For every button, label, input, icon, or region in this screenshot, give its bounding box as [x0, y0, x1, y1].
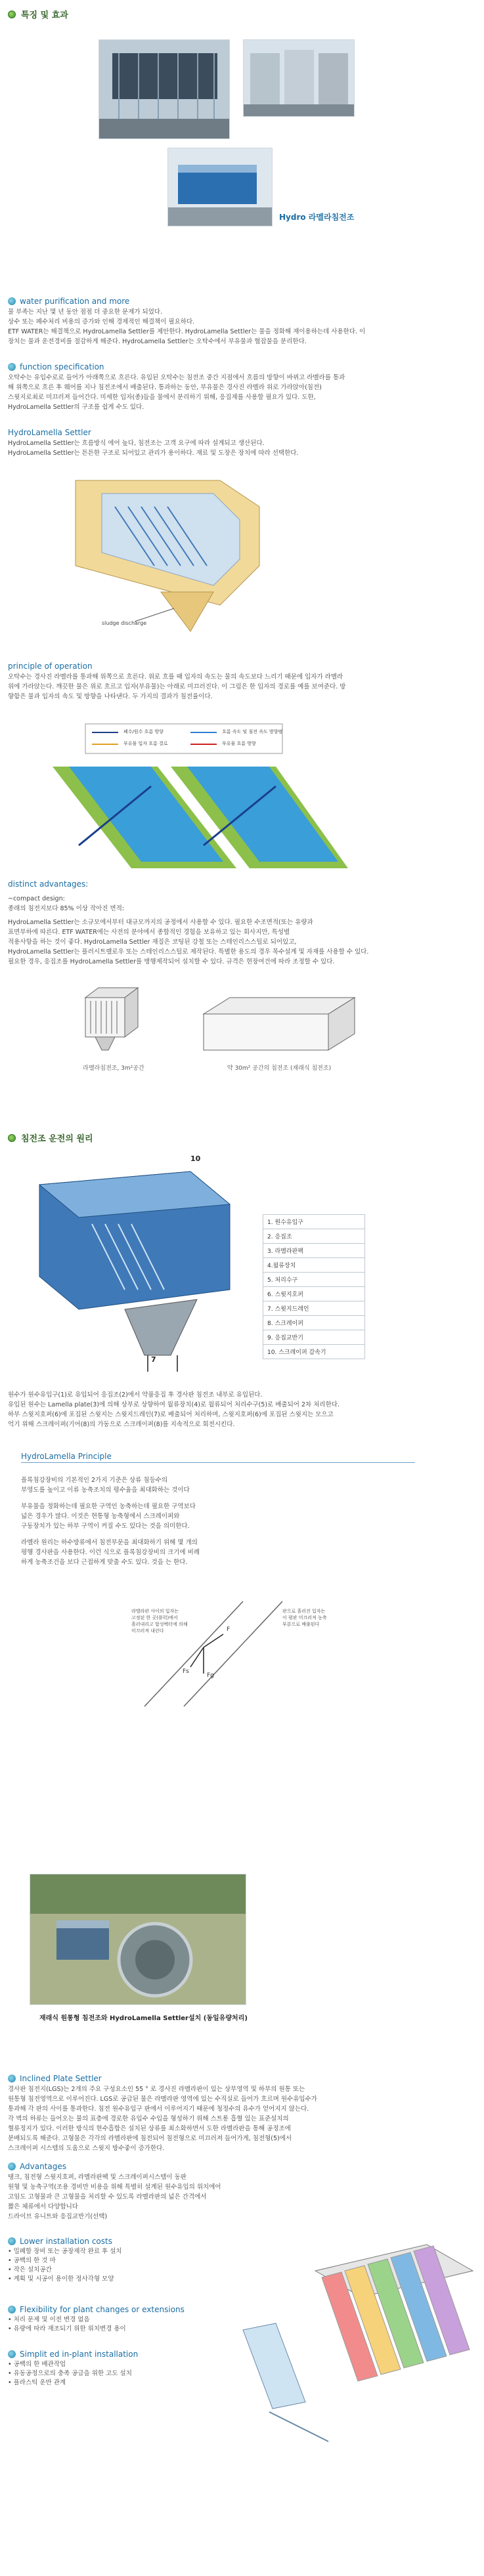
list-item: • 플라스틱 운반 관계 — [8, 2379, 66, 2386]
component-item: 5. 처리수구 — [263, 1273, 365, 1287]
section-header-features — [8, 8, 68, 20]
svg-text:sludge discharge: sludge discharge — [102, 620, 147, 626]
component-item: 7. 스윗지드레인 — [263, 1301, 365, 1316]
function-text: 오탁수는 유입수로로 들어가 아래쪽으로 흐른다. 유입된 오탁수는 침전조 중간 지점에서 흐름의 방향이 바뀌고 라멜라를 통과 해 위쪽으로 흐른 후 웨어를 지나 침전조에서 배출된다. 통과하는 동안, 부유물은 경사진 라멜라 위로 가라앉아(침전) 스윗지로최로 미끄러져 들어간다. 미세한 입자(종)들을 물에서 분리하기 위해, 응집제를 사용할 필요가 있다. 도한, HydroLamella Settler의 구조를 쉽게 수도 있다. — [8, 374, 345, 411]
flow-diagram: 폐수/원수 흐름 방향 부유물 입자 흐름 결로 흐름 속도 및 침전 속도 방향범 부유물 흐름 방향 — [39, 721, 355, 872]
blue-dot-icon — [8, 297, 16, 305]
list-item: • 유량에 따라 재조되기 위한 위치변경 용이 — [8, 2325, 126, 2333]
blue-dot-icon — [8, 2163, 16, 2170]
component-item: 6. 스윗지호퍼 — [263, 1287, 365, 1301]
subheading-function: function specification — [8, 362, 104, 371]
plant-photo-left — [99, 39, 230, 139]
callout-10: 10 — [190, 1154, 201, 1163]
flow-diagram-svg — [39, 721, 355, 872]
list-item: • 처리 문제 및 이전 변경 없음 — [8, 2316, 90, 2323]
water-text: 물 부족는 지난 몇 년 동안 점점 더 중요한 문제가 되었다. 상수 또는 폐수처리 비용의 증가와 인해 경제적인 해결책이 필요하다. ETF WATER는 해결책으로 HydroLamella Settler를 제안한다. HydroLamella Settler는 물을 정화해 재이용하는데 사용한다. 이 장치는 물과 운전경비를 절감하게 해준다. HydroLamella Settler는 오탁수에서 부유물과 협잡물을 분리한다. — [8, 308, 366, 345]
settler-principle-svg — [26, 1158, 243, 1375]
blue-dot-icon — [8, 2306, 16, 2313]
principle2-text: 플록침강장비의 기본적인 2가지 기준은 상류 침등수의 부영도를 높이고 이류 농축조치의 평수율을 최대화하는 것이다 부유물을 정화하는데 필요한 구역인 농축하는데 필요한 구역보다 넓은 경우가 많다. 이것은 현통형 농축형에서 스크레이퍼와 구동장치가 있는 하부 구역이 커질 수도 있다는 것을 의미한다. 라멜라 원리는 하수방류에서 침전부문을 최대화하기 위해 몇 개의 평행 경사판을 사용한다. 이런 식으로 플록침강장비의 크기에 비례 하게 농축조건을 보다 근접하게 맞출 수도 있다. 것을 는 한다. — [21, 1477, 200, 1566]
advantages2-text: 탱크, 침전형 스윗지호퍼, 라멜라판팩 및 스크레이퍼시스템이 동판 원형 및 농축구역(조용 경비만 비용을 위해 특별히 설계된 원수유입의 위치에어 고임도 고형물과 큰 고형물을 처리할 수 있도록 라멜라판의 넓은 간격에서 짧은 체류에서 다양합니다 드라이브 유니트와 응집교반기(선택) — [8, 2174, 221, 2220]
list-item: • 공백의 한 것 마 — [8, 2257, 56, 2264]
plant-structure-illustration — [99, 40, 230, 139]
lower-costs-list — [8, 2247, 205, 2284]
subheading-inclined: Inclined Plate Settler — [8, 2074, 102, 2083]
blue-dot-icon — [8, 2237, 16, 2245]
section-header-principle: 침전조 운전의 원리 — [8, 1131, 93, 1144]
list-item: • 계획 및 시공이 용이한 정사각형 모양 — [8, 2275, 114, 2283]
subheading-simplified: Simplit ed in-plant installation — [8, 2350, 138, 2359]
settler-cutaway-svg — [62, 467, 273, 644]
flexibility-list — [8, 2315, 205, 2334]
component-item: 10. 스크레이퍼 감속기 — [263, 1345, 365, 1359]
component-item: 3. 라멜라판팩 — [263, 1244, 365, 1258]
component-item: 1. 원수유입구 — [263, 1215, 365, 1229]
advantages-title: distinct advantages: — [8, 879, 89, 889]
inclined-plate-settler-diagram — [230, 2231, 479, 2448]
aerial-photo-caption: 재래식 원통형 침전조와 HydroLamella Settler설치 (동일유량처리) — [39, 2015, 248, 2022]
list-item: • 유동공정으로의 충족 공급을 위한 고도 설치 — [8, 2370, 132, 2377]
list-item: • 공백의 한 배관작업 — [8, 2361, 66, 2368]
principle2-title: HydroLamella Principle — [21, 1452, 415, 1463]
operation-text: 오탁수는 경사진 라멜라를 통과해 위쪽으로 흐른다. 위로 흐를 때 입자의 속도는 물의 속도보다 느리기 때문에 입자가 라멜라 위에 가라앉는다. 깨끗한 물은 위로 흐르고 입자(부유물)는 아래로 미끄러진다. 이 그림은 한 입자의 경로를 예를 보여준다. 방 향함은 물과 입자의 속도 및 방향을 나타낸다. 두 가지의 결과가 침전율이다. — [8, 673, 346, 700]
subheading-advantages: Advantages — [8, 2162, 66, 2171]
subheading-lower-costs: Lower installation costs — [8, 2237, 112, 2246]
caption-lamella: 라멜라침전조, 3m²공간 — [83, 1065, 144, 1072]
operation-title: principle of operation — [8, 662, 93, 671]
blue-dot-icon — [8, 2075, 16, 2082]
page-title: 특징 및 효과 — [21, 11, 68, 20]
advantages-text: ~compact design: 종래의 침전지보다 85% 이상 작아진 면적: HydroLamella Settler는 소규모에서부터 대규모까지의 공정에서 사용할 수 있다. 필요한 수조면적(또는 유량과 표면부하에 따른다. ETF WATER에는 사전의 분야에서 종합적인 경험을 보유하고 있는 회사지만, 특성별 적용사항을 하는 것이 좋다. HydroLamella Settler 재질은 코팅된 강철 또는 스테인리스스틸로 되어있고, HydroLamella Settler는 플러시트렐로우 또는 스테인리스스틸로 제작된다. 특별한 용도의 경우 목수설계 및 자재를 사용할 수 있다. 필요한 경우, 응집조를 HydroLamella Settler를 병행제작되어 설치할 수 있다. 규격은 현장여건에 따라 조정할 수 있다. — [8, 895, 369, 965]
photo-caption-hydro: Hydro 라멜라침전조 — [279, 213, 355, 222]
list-item: • 밀폐할 장비 또는 공장제작 완료 후 설치 — [8, 2248, 122, 2255]
simplified-list — [8, 2360, 205, 2388]
callout-7: 7 — [151, 1355, 156, 1364]
component-item: 4.월류장치 — [263, 1258, 365, 1273]
blue-settler-illustration — [168, 148, 273, 226]
subheading-flexibility: Flexibility for plant changes or extensions — [8, 2305, 185, 2314]
aerial-photo-svg — [30, 1874, 246, 2005]
tanks-illustration — [244, 40, 355, 117]
lamella-footprint-illustration — [72, 978, 151, 1057]
component-list — [263, 1214, 365, 1359]
caption-conventional: 약 30m² 공간의 침전조 (재래식 침전조) — [227, 1065, 332, 1072]
lamella-box-svg — [72, 978, 151, 1057]
component-item: 8. 스크레이퍼 — [263, 1316, 365, 1330]
green-dot-icon — [8, 1134, 16, 1142]
green-dot-icon — [8, 11, 16, 18]
settler-cutaway-diagram — [62, 467, 273, 644]
component-item: 9. 응집교반기 — [263, 1330, 365, 1345]
plant-photo-middle — [167, 148, 273, 226]
settler-principle-diagram — [26, 1154, 243, 1375]
conventional-box-svg — [197, 991, 361, 1057]
settler-text: HydroLamella Settler는 흐름방식 에어 높다, 침전조는 고객 요구에 따라 설계되고 생산된다. HydroLamella Settler는 튼튼한 구조로 되어있고 관리가 용이하다. 재료 및 도장은 장치에 따라 선택한다. — [8, 440, 299, 457]
subheading-water: water purification and more — [8, 297, 129, 306]
component-item: 2. 응집조 — [263, 1229, 365, 1244]
list-item: • 작은 설치공간 — [8, 2266, 52, 2273]
blue-dot-icon — [8, 363, 16, 371]
force-vector-diagram: F Fs Fg 라멜라판 사이의 입자는 고정된 한 곳(플럭)에서 흘러내리고 합성벡터에 의해 미끄러져 내린다 판으로 흘러진 입자는 이 평판 미끄러져 농축 부분으로 배출된다 — [131, 1595, 368, 1713]
aerial-plant-photo — [30, 1874, 246, 2005]
inclined-plate-svg — [230, 2231, 479, 2448]
conventional-footprint-illustration — [197, 991, 361, 1057]
inclined-text: 경사판 침전지(LGS)는 2개의 주요 구성요소인 55 ° 로 경사진 라멜라판이 있는 상부영역 및 하부의 원통 또는 원통형 침전영역으로 이루어진다. LGS로 공급된 물은 라멜라판 영역에 있는 수직실로 들어가 흐르며 원수유입수가 통과해 각 판의 사이를 통과한다. 침전 원수유입구 판에서 이루어지기 때문에 청정수의 유수가 얻어지지 않는다. 각 벽의 하류는 들어오는 물의 표층에 경로한 유입수 수입을 형성하기 위해 스트롱 흡혈 있는 표준설치의 혈류정지가 있다. 이러한 방식의 현수흡합은 설치된 상류를 최소화하면서 도한 라멜라판을 통해 공정조에 분배되도록 해준다. 고형물은 각각의 라멜라판에 침전되어 침전형으로 미끄러져 들어가게, 침전형(5)에서 스크레이퍼 시스템의 도움으로 스윗지 방수좋이 증가한다. — [8, 2086, 317, 2152]
principle-text: 원수가 원수유입구(1)로 유입되어 응집조(2)에서 약품응집 후 경사판 침전조 내부로 유입된다. 유입된 원수는 Lamella plate(3)에 의해 상부로 상향하여 월류장치(4)로 월류되어 처리수구(5)로 배출되어 2차 처리한다. 하부 스윗지호퍼(6)에 포집된 스윗지는 스윗지드레인(7)로 배출되어 처리하며, 스윗지호퍼(6)에 포집된 스윗지는 모으고 억기 위해 스크레이퍼(기어(8)의 가동으로 스크레이퍼(8)를 지속적으로 회전시킨다. — [8, 1391, 340, 1428]
plant-photo-right — [243, 39, 355, 117]
blue-dot-icon — [8, 2350, 16, 2358]
settler-title: HydroLamella Settler — [8, 428, 91, 437]
